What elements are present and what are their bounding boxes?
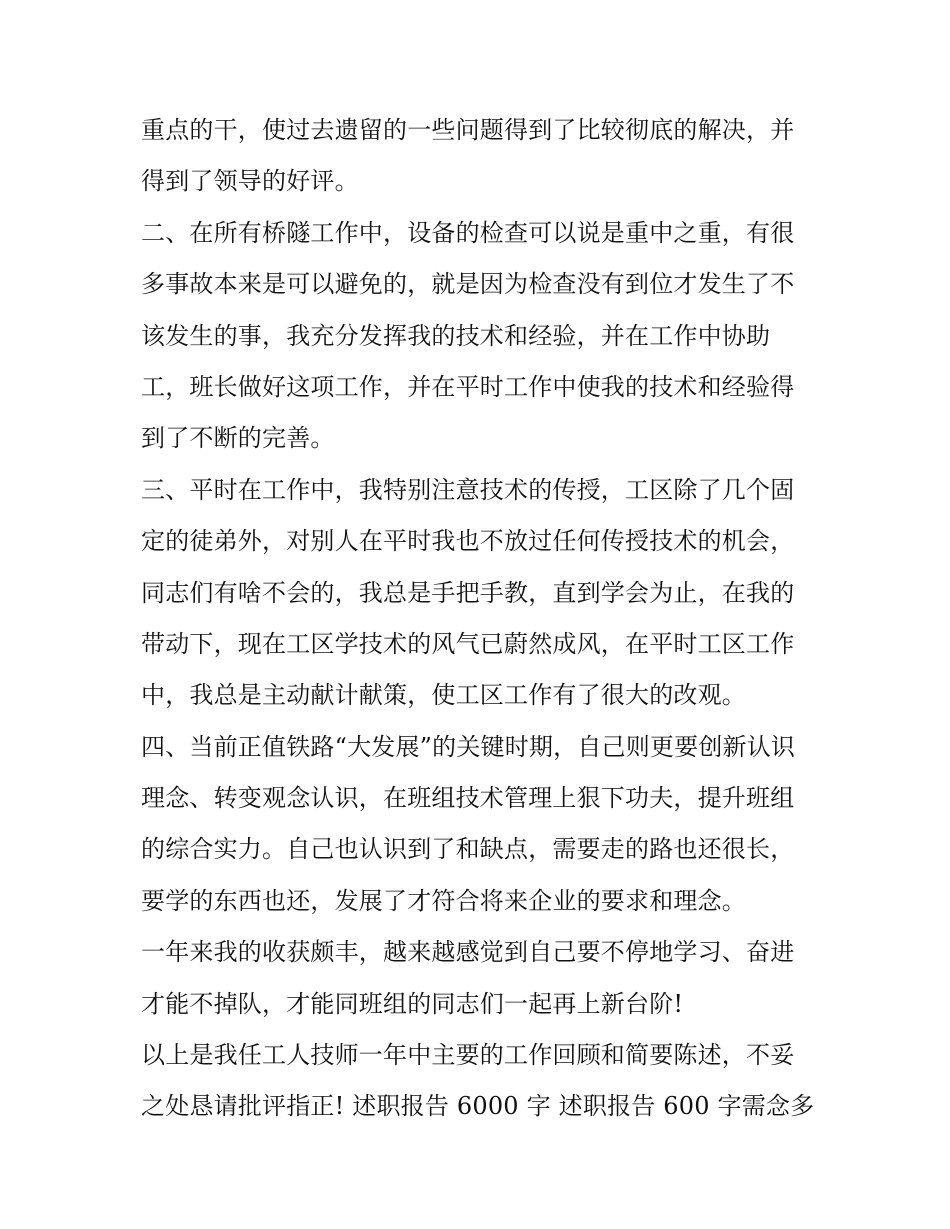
text-line: 同志们有啥不会的，我总是手把手教，直到学会为止，在我的 bbox=[141, 578, 795, 607]
text-line: 到了不断的完善。 bbox=[141, 424, 335, 453]
text-line: 四、当前正值铁路“大发展”的关键时期，自己则更要创新认识 bbox=[141, 732, 796, 761]
document-body bbox=[141, 105, 821, 1133]
text-line: 得到了领导的好评。 bbox=[141, 167, 359, 196]
text-line: 之处恳请批评指正! 述职报告 6000 字 述职报告 600 字需念多 bbox=[141, 1092, 815, 1121]
text-line: 才能不掉队，才能同班组的同志们一起再上新台阶! bbox=[141, 989, 684, 1018]
text-line: 中，我总是主动献计献策，使工区工作有了很大的改观。 bbox=[141, 681, 746, 710]
text-line: 该发生的事，我充分发挥我的技术和经验，并在工作中协助 bbox=[141, 321, 771, 350]
text-line: 三、平时在工作中，我特别注意技术的传授，工区除了几个固 bbox=[141, 475, 795, 504]
text-line: 重点的干，使过去遗留的一些问题得到了比较彻底的解决，并 bbox=[141, 116, 795, 144]
text-line: 二、在所有桥隧工作中，设备的检查可以说是重中之重，有很 bbox=[141, 218, 795, 247]
text-line: 工，班长做好这项工作，并在平时工作中使我的技术和经验得 bbox=[141, 372, 795, 401]
text-line: 定的徒弟外，对别人在平时我也不放过任何传授技术的机会， bbox=[141, 527, 795, 556]
text-line: 要学的东西也还，发展了才符合将来企业的要求和理念。 bbox=[141, 886, 746, 915]
text-line: 以上是我任工人技师一年中主要的工作回顾和简要陈述，不妥 bbox=[141, 1041, 795, 1070]
text-line: 带动下，现在工区学技术的风气已蔚然成风，在平时工区工作 bbox=[141, 629, 795, 658]
text-line: 多事故本来是可以避免的，就是因为检查没有到位才发生了不 bbox=[141, 270, 795, 299]
text-line: 一年来我的收获颇丰，越来越感觉到自己要不停地学习、奋进 bbox=[141, 938, 795, 967]
text-line: 的综合实力。自己也认识到了和缺点，需要走的路也还很长， bbox=[141, 835, 795, 864]
text-line: 理念、转变观念认识，在班组技术管理上狠下功夫，提升班组 bbox=[141, 784, 795, 813]
